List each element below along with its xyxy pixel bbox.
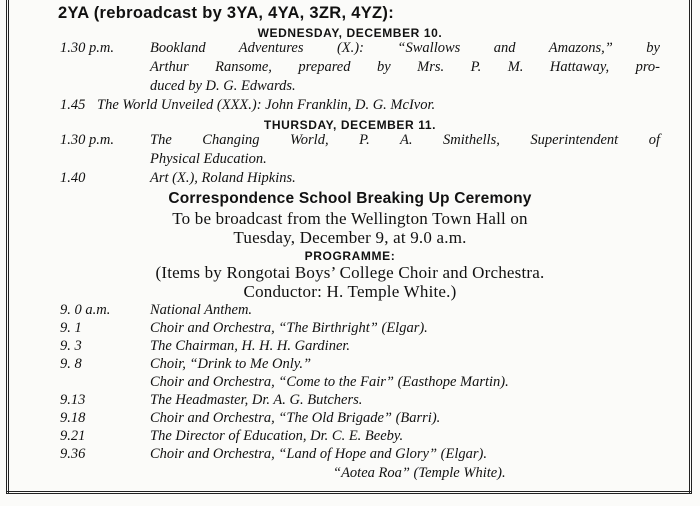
programme-credits-line: (Items by Rongotai Boys’ College Choir and Orchestra. xyxy=(155,263,545,282)
programme-time: 9.13 xyxy=(60,392,86,408)
programme-label: PROGRAMME: xyxy=(304,249,396,263)
schedule-continuation: Arthur Ransome, prepared by Mrs. P. M. Hattaway, pro- xyxy=(150,59,660,75)
programme-time: 9. 3 xyxy=(60,338,82,354)
schedule-row xyxy=(0,132,700,150)
programme-text: Choir and Orchestra, “Land of Hope and Glory” (Elgar). xyxy=(150,446,487,462)
schedule-time: 1.40 xyxy=(60,170,86,186)
ceremony-date-line: Tuesday, December 9, at 9.0 a.m. xyxy=(233,228,467,247)
programme-text: Choir, “Drink to Me Only.” xyxy=(150,356,312,372)
schedule-text: The Changing World, P. A. Smithells, Superintendent of xyxy=(150,132,660,148)
schedule-text: Bookland Adventures (X.): “Swallows and Amazons,” by xyxy=(150,40,660,56)
programme-text: Choir and Orchestra, “The Birthright” (Elgar). xyxy=(150,320,428,336)
programme-row xyxy=(0,320,700,338)
programme-time: 9. 8 xyxy=(60,356,82,372)
programme-row xyxy=(0,410,700,428)
programme-row xyxy=(0,392,700,410)
programme-conductor-line: Conductor: H. Temple White.) xyxy=(243,282,457,301)
schedule-continuation: duced by D. G. Edwards. xyxy=(150,78,296,94)
schedule-row xyxy=(0,97,700,115)
schedule-time: 1.45 xyxy=(60,97,86,113)
border-bottom-rule xyxy=(6,491,692,494)
programme-row xyxy=(0,356,700,374)
programme-text: The Director of Education, Dr. C. E. Beeby. xyxy=(150,428,404,444)
programme-continuation: “Aotea Roa” (Temple White). xyxy=(333,465,506,481)
programme-row xyxy=(0,428,700,446)
ceremony-broadcast-line: To be broadcast from the Wellington Town Hall on xyxy=(172,209,528,228)
day-heading-thursday: THURSDAY, DECEMBER 11. xyxy=(263,118,437,132)
schedule-time: 1.30 p.m. xyxy=(60,132,114,148)
programme-time: 9. 1 xyxy=(60,320,82,336)
station-heading: 2YA (rebroadcast by 3YA, 4YA, 3ZR, 4YZ): xyxy=(58,4,395,22)
programme-text: The Chairman, H. H. H. Gardiner. xyxy=(150,338,351,354)
programme-text: Choir and Orchestra, “The Old Brigade” (Barri). xyxy=(150,410,441,426)
programme-row xyxy=(0,338,700,356)
schedule-text: The World Unveiled (XXX.): John Franklin, D. G. McIvor. xyxy=(97,97,436,113)
programme-text: The Headmaster, Dr. A. G. Butchers. xyxy=(150,392,363,408)
programme-row xyxy=(0,374,700,392)
schedule-row xyxy=(0,170,700,188)
programme-text: National Anthem. xyxy=(150,302,253,318)
schedule-text: Art (X.), Roland Hipkins. xyxy=(150,170,296,186)
day-heading-wednesday: WEDNESDAY, DECEMBER 10. xyxy=(257,26,443,40)
ceremony-title: Correspondence School Breaking Up Ceremony xyxy=(168,190,532,207)
programme-time: 9. 0 a.m. xyxy=(60,302,111,318)
programme-row xyxy=(0,302,700,320)
programme-time: 9.18 xyxy=(60,410,86,426)
schedule-time: 1.30 p.m. xyxy=(60,40,114,56)
programme-time: 9.36 xyxy=(60,446,86,462)
programme-time: 9.21 xyxy=(60,428,86,444)
schedule-continuation: Physical Education. xyxy=(150,151,267,167)
programme-text: Choir and Orchestra, “Come to the Fair” (Easthope Martin). xyxy=(150,374,509,390)
programme-row xyxy=(0,446,700,464)
schedule-row xyxy=(0,40,700,58)
